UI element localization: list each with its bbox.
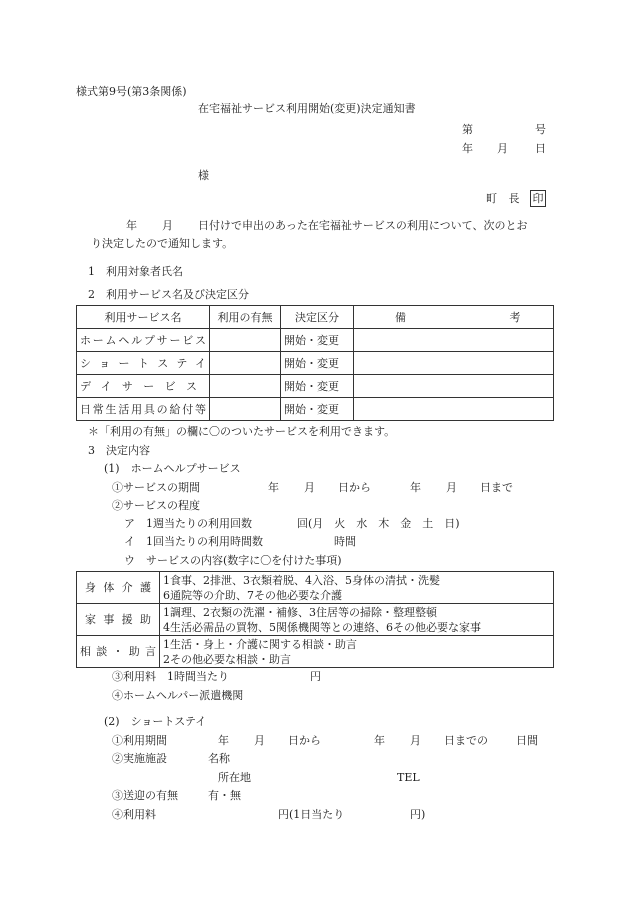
sub2-from-month: 月 (254, 734, 265, 747)
sub1-period-label: ①サービスの期間 (112, 481, 200, 494)
col-usage: 利用の有無 (210, 306, 281, 329)
weekly-count-label: ア 1週当たりの利用回数 (124, 517, 252, 530)
date-month: 月 (497, 142, 508, 155)
content-category: 家事援助 (77, 604, 160, 636)
content-category: 身体介護 (77, 572, 160, 604)
section2-heading: 2 利用サービス名及び決定区分 (88, 288, 249, 301)
sub1-from-year: 年 (268, 481, 279, 494)
sub1-to-year: 年 (410, 481, 421, 494)
sub2-fee-unit: 円(1日当たり (278, 808, 345, 821)
content-items (160, 636, 554, 668)
sub2-days: 日間 (516, 734, 538, 747)
sub2-from-day: 日から (288, 734, 321, 747)
intro-year: 年 (126, 219, 137, 232)
col-notes-kou: 考 (509, 310, 521, 324)
sub2-from-year: 年 (218, 734, 229, 747)
content-items (160, 604, 554, 636)
table-row (77, 398, 554, 421)
date-day: 日 (535, 142, 546, 155)
intro-line-2: り決定したので通知します。 (91, 237, 234, 250)
sub2-fee-unit-close: 円) (410, 808, 426, 821)
sub2-title: (2) ショートステイ (104, 715, 207, 728)
sub2-fee-label: ④利用料 (112, 808, 156, 821)
table-footnote: ＊「利用の有無」の欄に〇のついたサービスを利用できます。 (88, 425, 396, 438)
date-year: 年 (462, 142, 473, 155)
sub1-degree-label: ②サービスの程度 (112, 499, 200, 512)
col-service-name: 利用サービス名 (77, 306, 210, 329)
content-line: 1生活・身上・介護に関する相談・助言 (163, 637, 357, 651)
table-row (77, 604, 554, 636)
decision-cell: 開始・変更 (281, 329, 354, 352)
col-decision: 決定区分 (281, 306, 354, 329)
addressee-sama: 様 (198, 169, 209, 182)
pickup-label: ③送迎の有無 (112, 789, 178, 802)
sub1-from-month: 月 (304, 481, 315, 494)
service-name: ショートステイ (77, 352, 210, 375)
weekly-count-unit: 回(月 火 水 木 金 土 日) (297, 517, 460, 530)
note-cell (354, 398, 554, 421)
form-number: 様式第9号(第3条関係) (76, 85, 187, 98)
helper-agency-label: ④ホームヘルパー派遣機関 (112, 689, 244, 702)
decision-cell: 開始・変更 (281, 352, 354, 375)
facility-label: ②実施施設 (112, 752, 167, 765)
decision-cell: 開始・変更 (281, 375, 354, 398)
service-name: デイサービス (77, 375, 210, 398)
service-content-table (76, 571, 554, 668)
service-content-label: ウ サービスの内容(数字に〇を付けた事項) (124, 554, 342, 567)
seal-mark: 印 (530, 190, 546, 207)
usage-cell (210, 329, 281, 352)
hours-per-visit-unit: 時間 (334, 535, 356, 548)
section1-heading: 1 利用対象者氏名 (88, 265, 183, 278)
service-table (76, 305, 554, 421)
facility-address-label: 所在地 (218, 771, 251, 784)
sub2-to-month: 月 (410, 734, 421, 747)
sub2-period-label: ①利用期間 (112, 734, 167, 747)
content-items (160, 572, 554, 604)
note-cell (354, 329, 554, 352)
table-row (77, 352, 554, 375)
sub1-title: (1) ホームヘルプサービス (104, 462, 241, 475)
table-row (77, 329, 554, 352)
table-row (77, 375, 554, 398)
facility-tel-label: TEL (397, 771, 420, 784)
sub1-to-month: 月 (446, 481, 457, 494)
table-row (77, 572, 554, 604)
content-line: 6通院等の介助、7その他必要な介護 (163, 588, 342, 602)
service-name: 日常生活用具の給付等 (77, 398, 210, 421)
intro-line-1: 日付けで申出のあった在宅福祉サービスの利用について、次のとお (198, 219, 528, 232)
sub1-to-day: 日まで (480, 481, 513, 494)
table-row (77, 636, 554, 668)
number-go: 号 (535, 123, 546, 136)
number-dai: 第 (462, 123, 473, 136)
content-line: 1食事、2排泄、3衣類着脱、4入浴、5身体の清拭・洗髪 (163, 573, 440, 587)
usage-cell (210, 398, 281, 421)
col-notes (354, 306, 554, 329)
content-line: 4生活必需品の買物、5関係機関等との連絡、6その他必要な家事 (163, 620, 481, 634)
note-cell (354, 375, 554, 398)
sub1-fee-label: ③利用料 1時間当たり (112, 670, 229, 683)
hours-per-visit-label: イ 1回当たりの利用時間数 (124, 535, 263, 548)
section3-heading: 3 決定内容 (88, 444, 150, 457)
pickup-value: 有・無 (208, 789, 241, 802)
sub1-from-day: 日から (338, 481, 371, 494)
note-cell (354, 352, 554, 375)
sub2-to-day: 日までの (444, 734, 488, 747)
sub2-to-year: 年 (374, 734, 385, 747)
document-title: 在宅福祉サービス利用開始(変更)決定通知書 (198, 102, 416, 115)
col-notes-bi: 備 (395, 310, 406, 324)
decision-cell: 開始・変更 (281, 398, 354, 421)
usage-cell (210, 352, 281, 375)
content-line: 1調理、2衣類の洗濯・補修、3住居等の掃除・整理整頓 (163, 605, 437, 619)
facility-name-label: 名称 (208, 752, 230, 765)
content-category: 相談・助言 (77, 636, 160, 668)
service-name: ホームヘルプサービス (77, 329, 210, 352)
intro-month: 月 (162, 219, 173, 232)
issuer-title: 町 長 (486, 192, 524, 205)
content-line: 2その他必要な相談・助言 (163, 652, 291, 666)
sub1-fee-unit: 円 (310, 670, 321, 683)
table-header-row (77, 306, 554, 329)
usage-cell (210, 375, 281, 398)
